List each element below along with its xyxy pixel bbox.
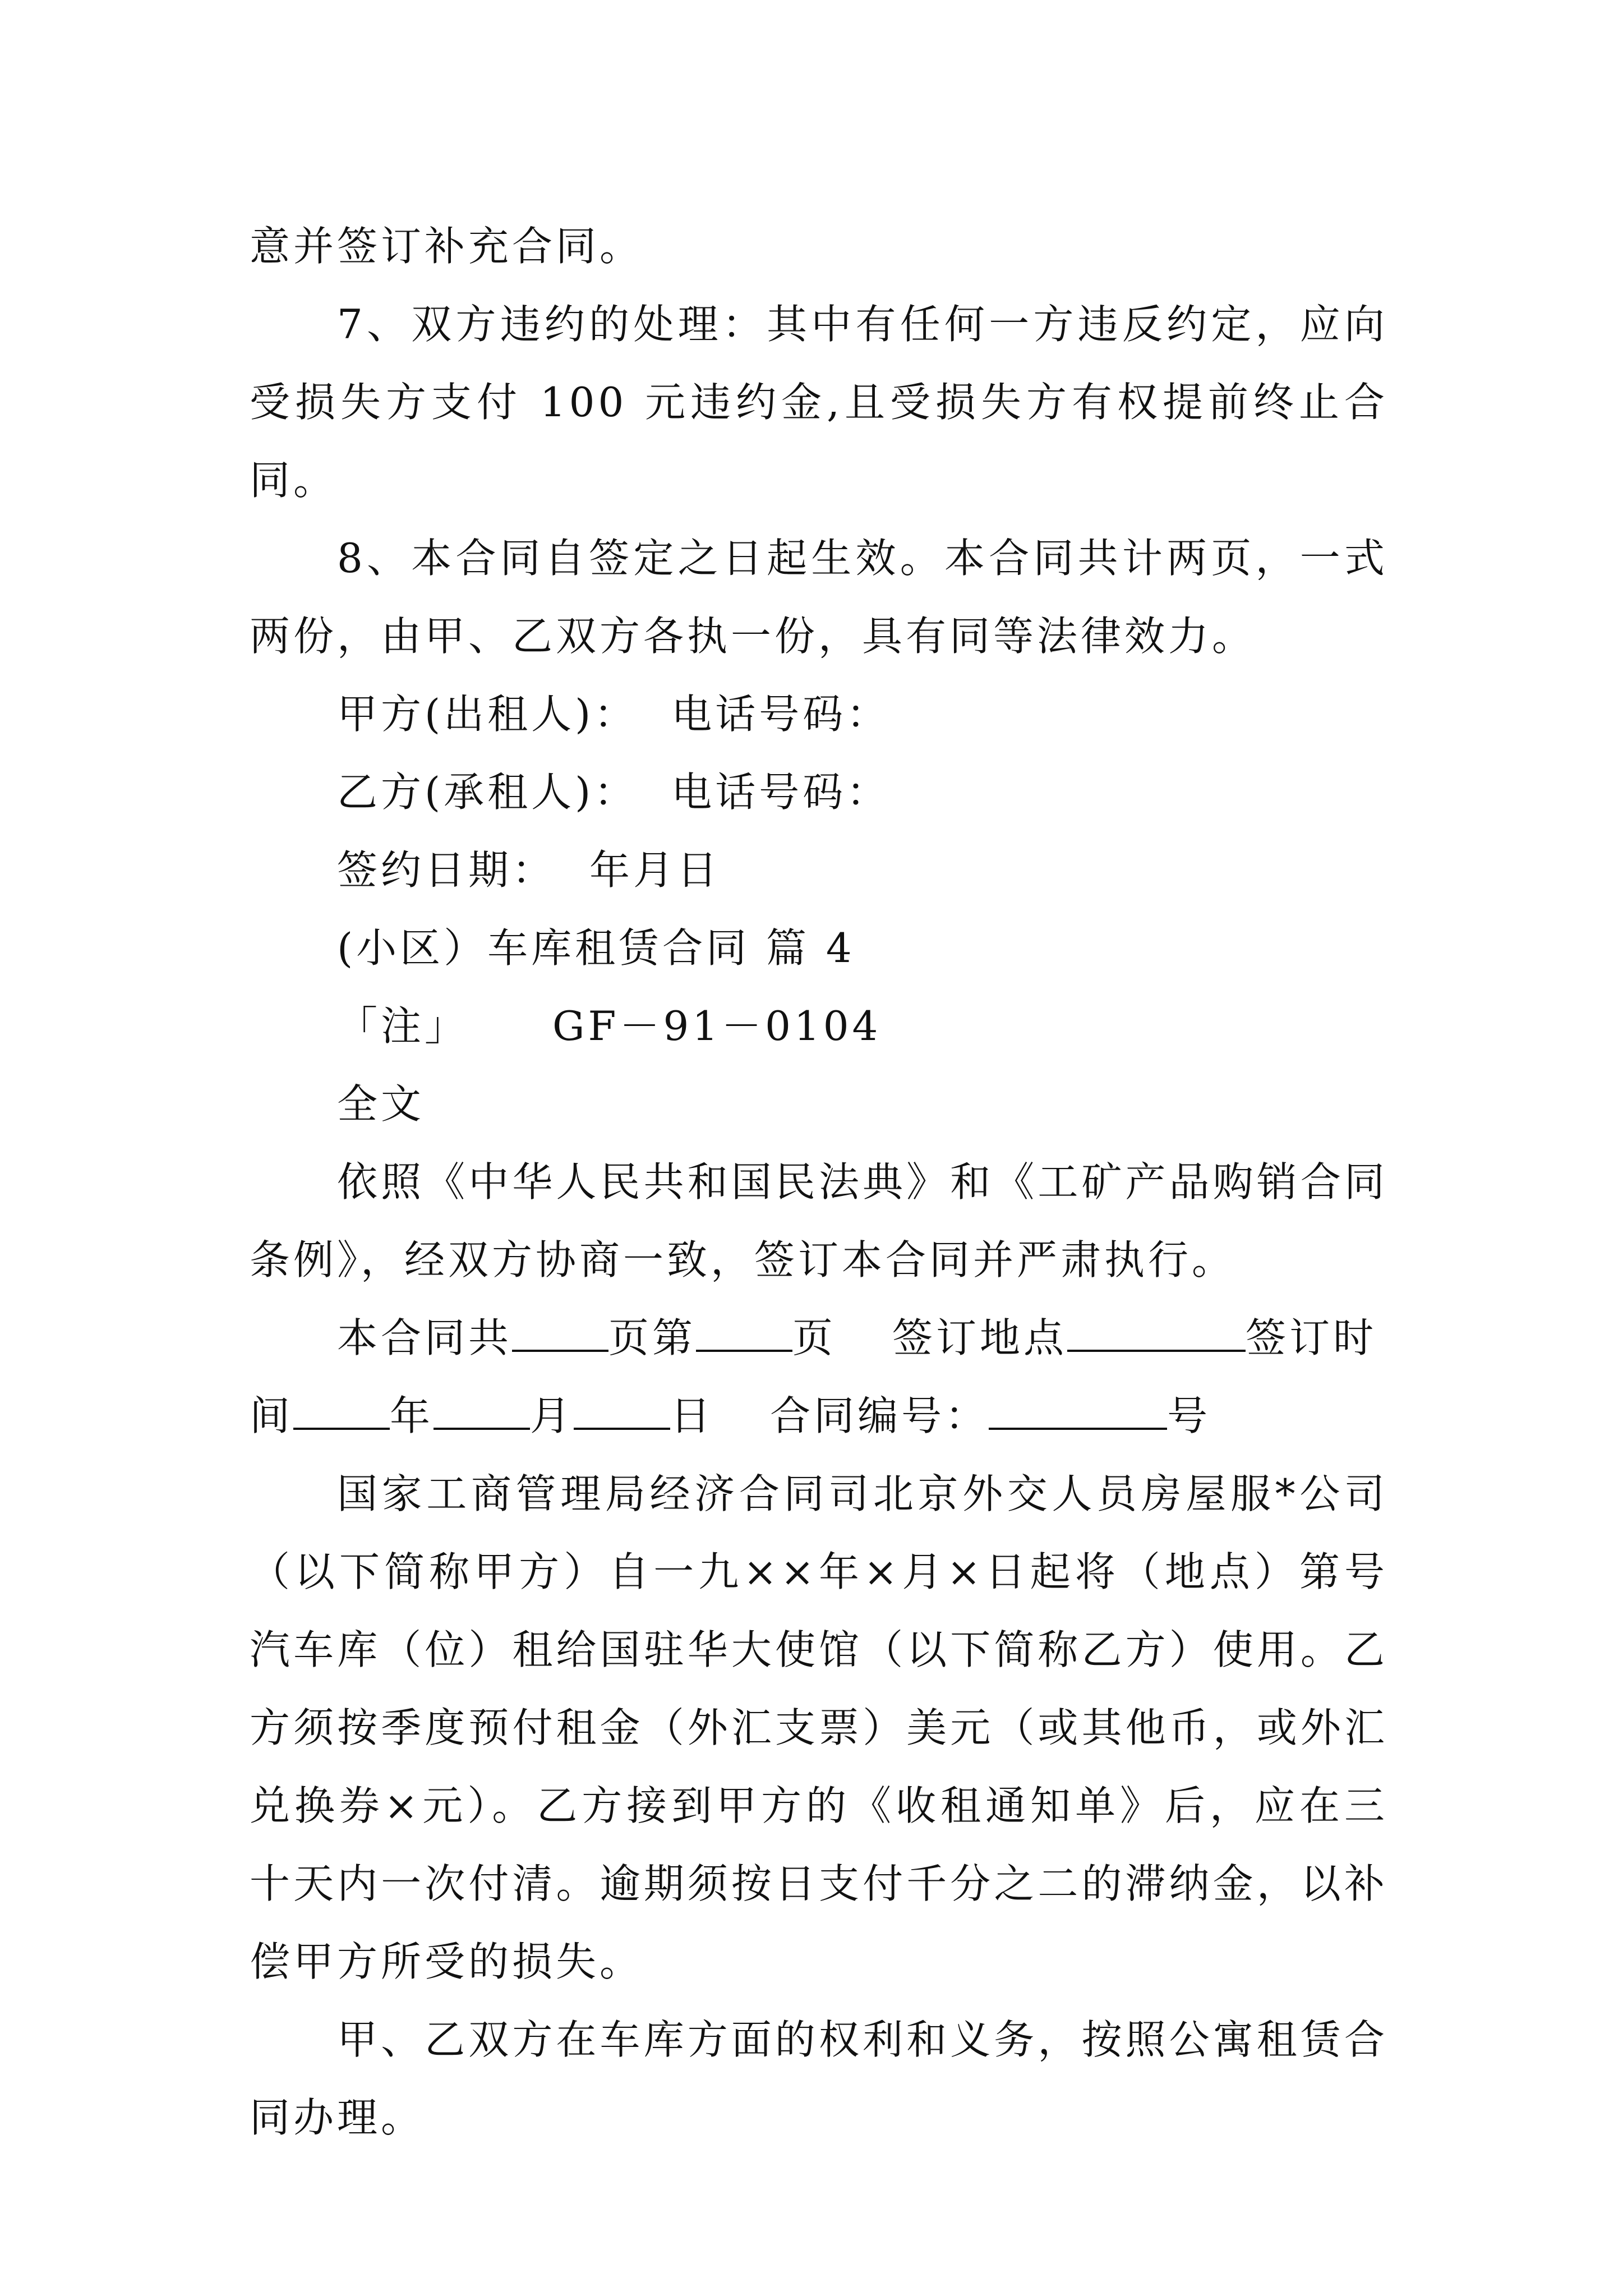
paragraph-basis: 依照《中华人民共和国民法典》和《工矿产品购销合同条例》，经双方协商一致，签订本合同并严肃执行。: [250, 1158, 1388, 1283]
form-line-1: [250, 1299, 1388, 1377]
sign-date-line: [250, 831, 1388, 909]
form-contract-no-label: 合同编号：: [770, 1392, 989, 1439]
form-month-label: 月: [530, 1392, 574, 1439]
paragraph-rights: 甲、乙双方在车库方面的权利和义务，按照公寓租赁合同办理。: [250, 2016, 1388, 2141]
sign-date-label: 签约日期：: [337, 846, 556, 894]
form-sign-time-label: 签订时: [1246, 1314, 1377, 1361]
page-no-blank: [696, 1313, 792, 1352]
total-pages-blank: [512, 1313, 608, 1352]
note-line: [250, 987, 1388, 1065]
section-heading: (小区）车库租赁合同 篇 4: [337, 924, 855, 972]
form-contract-no-suffix: 号: [1167, 1392, 1211, 1439]
paragraph-clause-8: 8、本合同自签定之日起生效。本合同共计两页，一式两份，由甲、乙双方各执一份，具有同等法律效力。: [250, 535, 1388, 660]
sign-place-blank: [1067, 1313, 1246, 1352]
form-line-2: [250, 1377, 1388, 1455]
form-time-suffix: 间: [250, 1392, 294, 1439]
note-label: 「注」: [337, 1002, 469, 1050]
form-day-label: 日: [670, 1392, 714, 1439]
party-b-label: 乙方(承租人)：: [337, 769, 638, 816]
party-b-phone-label: 电话号码：: [671, 769, 891, 816]
form-total-pages-label: 本合同共: [337, 1314, 513, 1361]
sign-date-value: 年月日: [589, 846, 721, 894]
month-blank: [434, 1391, 530, 1430]
form-sign-place-label: 签订地点: [892, 1314, 1068, 1361]
note-code: GF－91－0104: [552, 1002, 882, 1050]
party-a-label: 甲方(出租人)：: [337, 691, 638, 738]
fulltext-label: 全文: [337, 1080, 425, 1128]
form-year-label: 年: [390, 1392, 434, 1439]
document-body: [250, 208, 1388, 2157]
party-b-line: [250, 753, 1388, 831]
form-page-suffix: 页: [792, 1314, 837, 1361]
day-blank: [574, 1391, 670, 1430]
form-page-no-label: 页第: [608, 1314, 697, 1361]
party-a-phone-label: 电话号码：: [671, 691, 891, 738]
party-a-line: [250, 675, 1388, 753]
paragraph-main-terms: 国家工商管理局经济合同司北京外交人员房屋服*公司（以下简称甲方）自一九××年×月×日起将（地点）第号汽车库（位）租给国驻华大使馆（以下简称乙方）使用。乙方须按季度预付租金（外汇支票）美元（或其他币，或外汇兑换券×元）。乙方接到甲方的《收租通知单》后，应在三十天内一次付清。逾期须按日支付千分之二的滞纳金，以补偿甲方所受的损失。: [250, 1470, 1388, 1985]
contract-no-blank: [989, 1391, 1167, 1430]
paragraph-continuation: 意并签订补充合同。: [250, 223, 644, 270]
paragraph-clause-7: 7、双方违约的处理：其中有任何一方违反约定，应向受损失方支付 100 元违约金,且受损失方有权提前终止合同。: [250, 301, 1388, 504]
year-blank: [293, 1391, 390, 1430]
